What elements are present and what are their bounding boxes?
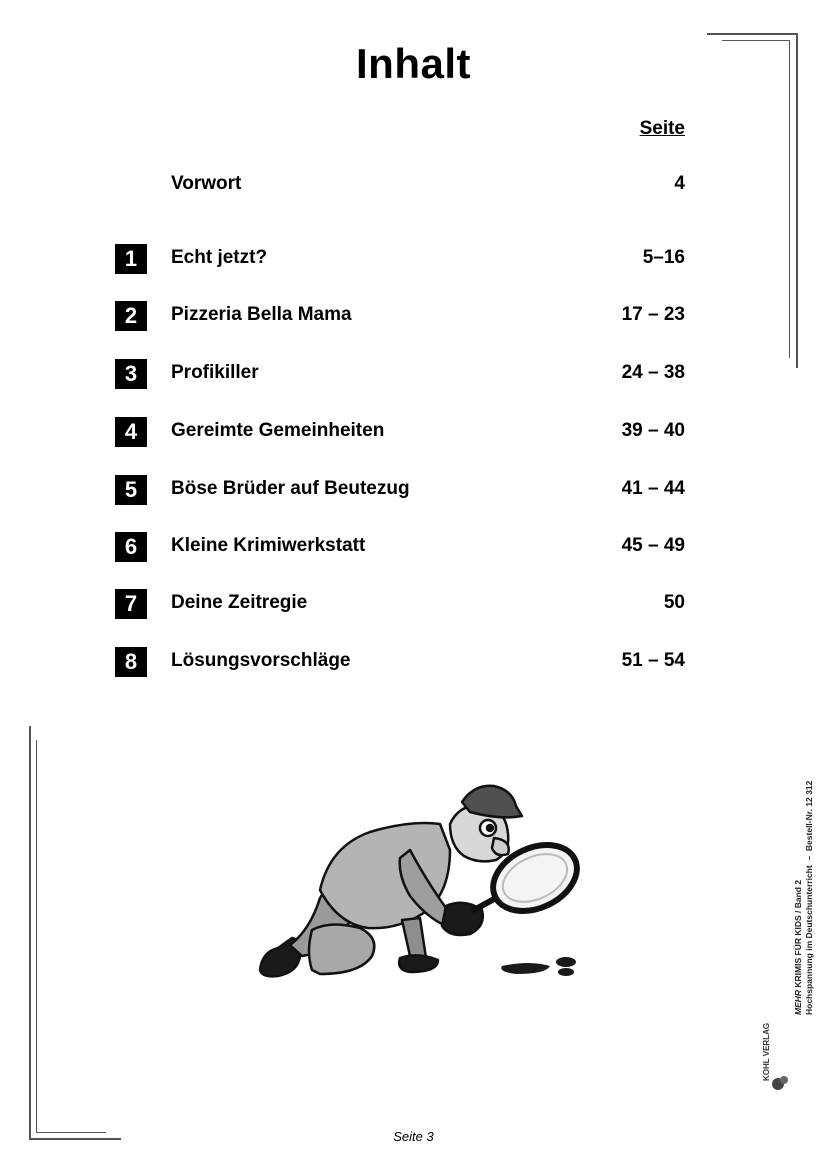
chapter-number-badge: 1 [115, 244, 147, 274]
detective-magnifier-icon [250, 780, 590, 980]
chapter-number-badge: 3 [115, 359, 147, 389]
toc-chapter-1 [115, 244, 685, 274]
publication-info [793, 735, 815, 1015]
frame-bottom-left-v1 [29, 726, 31, 1140]
chapter-number-badge: 5 [115, 475, 147, 505]
chapter-pages: 39 – 40 [621, 420, 685, 441]
frame-bottom-left-v2 [36, 740, 37, 1133]
toc-chapter-4 [115, 417, 685, 447]
series-title: KRIMIS FÜR KIDS / Band 2 [793, 879, 803, 988]
toc-preface [115, 170, 685, 200]
toc-chapter-8 [115, 647, 685, 677]
chapter-pages: 41 – 44 [621, 478, 685, 499]
chapter-title: Gereimte Gemeinheiten [171, 420, 385, 441]
toc-preface-label: Vorwort [171, 173, 242, 194]
chapter-title: Lösungsvorschläge [171, 650, 351, 671]
chapter-pages: 45 – 49 [621, 535, 685, 556]
toc-chapter-7 [115, 589, 685, 619]
publisher-logo-text: KOHL VERLAG [762, 1022, 771, 1081]
page-number-footer: Seite 3 [393, 1129, 434, 1144]
toc-chapter-6 [115, 532, 685, 562]
order-number: Bestell-Nr. 12 312 [804, 780, 814, 852]
chapter-pages: 51 – 54 [621, 650, 685, 671]
page-column-header: Seite [639, 118, 685, 139]
chapter-pages: 24 – 38 [621, 362, 685, 383]
chapter-pages: 50 [663, 592, 685, 613]
publisher-logo [762, 1022, 794, 1092]
chapter-number-badge: 7 [115, 589, 147, 619]
chapter-pages: 17 – 23 [621, 304, 685, 325]
series-subtitle: Hochspannung im Deutschunterricht [804, 865, 814, 1015]
chapter-title: Kleine Krimiwerkstatt [171, 535, 366, 556]
chapter-title: Pizzeria Bella Mama [171, 304, 352, 325]
frame-top-right-h1 [707, 33, 797, 35]
toc-chapter-2 [115, 301, 685, 331]
chapter-title: Profikiller [171, 362, 259, 383]
chapter-number-badge: 6 [115, 532, 147, 562]
chapter-title: Deine Zeitregie [171, 592, 308, 613]
chapter-pages: 5–16 [642, 247, 685, 268]
chapter-number-badge: 4 [115, 417, 147, 447]
separator: – [804, 855, 814, 861]
brand-prefix: MEHR [793, 989, 803, 1015]
chapter-title: Echt jetzt? [171, 247, 268, 268]
chapter-title: Böse Brüder auf Beutezug [171, 478, 410, 499]
toc-preface-pages: 4 [674, 173, 685, 194]
chapter-number-badge: 2 [115, 301, 147, 331]
chapter-number-badge: 8 [115, 647, 147, 677]
page-title: Inhalt [356, 40, 471, 87]
toc-chapter-5 [115, 475, 685, 505]
toc-chapter-3 [115, 359, 685, 389]
